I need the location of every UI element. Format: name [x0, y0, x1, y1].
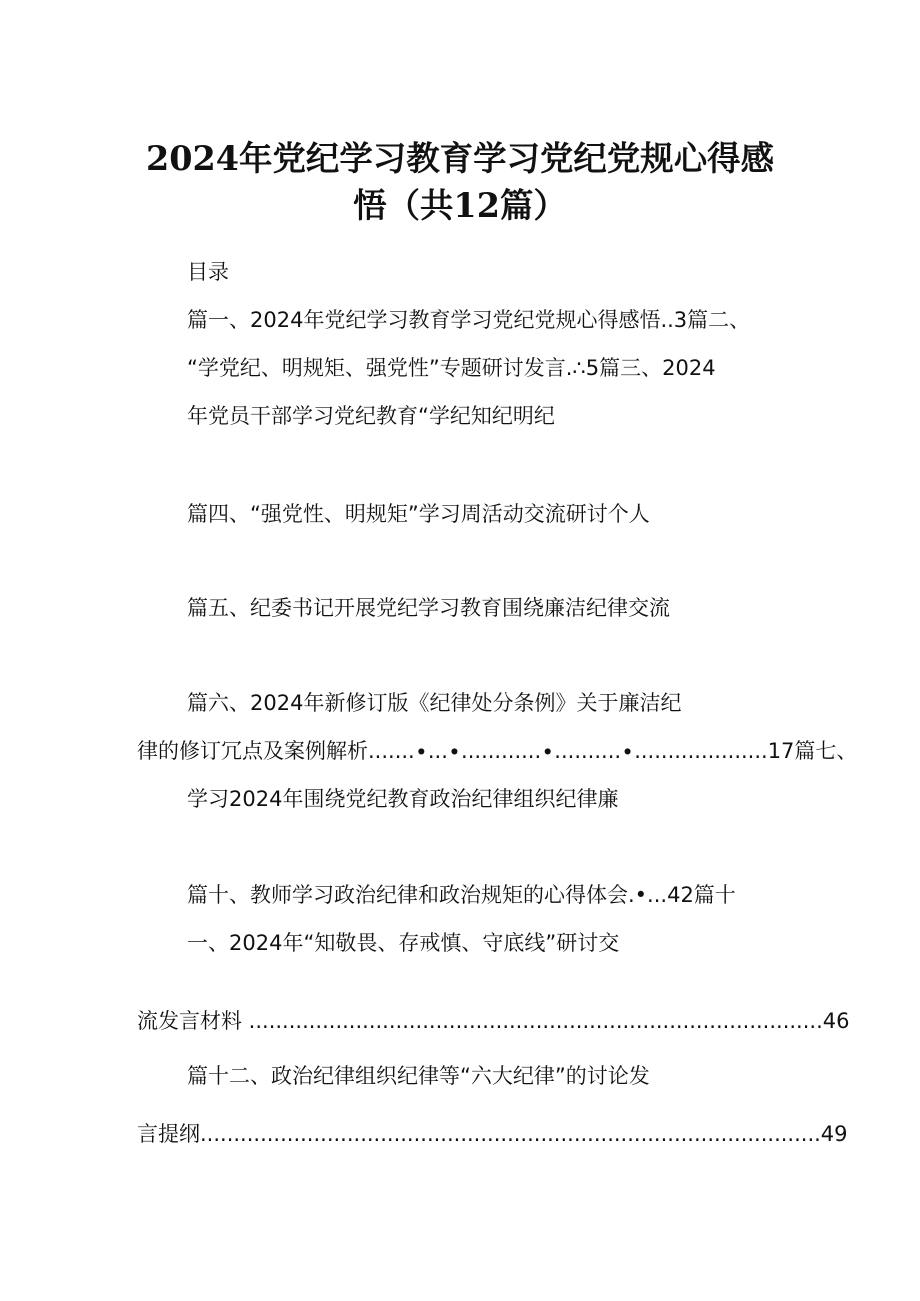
toc-line: 篇一、2024年党纪学习教育学习党纪党规心得感悟..3篇二、 — [187, 308, 751, 332]
toc-line: 年党员干部学习党纪教育“学纪知纪明纪 — [187, 404, 555, 428]
toc-line: 律的修订冗点及案例解析.......∙...∙............∙..........∙....................17篇七、 — [137, 739, 858, 763]
toc-line: 篇六、2024年新修订版《纪律处分条例》关于廉洁纪 — [187, 691, 682, 715]
toc-line: 篇五、纪委书记开展党纪学习教育围绕廉洁纪律交流 — [187, 596, 670, 620]
document-title-line1: 2024年党纪学习教育学习党纪党规心得感 — [145, 139, 775, 178]
toc-line: “学党纪、明规矩、强党性”专题研讨发言.∴5篇三、2024 — [187, 356, 716, 380]
toc-line: 流发言材料 ......................................................................................46 — [137, 1009, 850, 1033]
toc-line: 一、2024年“知敬畏、存戒慎、守底线”研讨交 — [187, 931, 620, 955]
toc-line: 篇十、教师学习政治纪律和政治规矩的心得体会.•...42篇十 — [187, 883, 736, 907]
toc-line: 学习2024年围绕党纪教育政治纪律组织纪律廉 — [187, 787, 619, 811]
toc-line: 篇十二、政治纪律组织纪律等“六大纪律”的讨论发 — [187, 1064, 650, 1088]
toc-heading: 目录 — [187, 260, 229, 284]
document-title-line2: 悟（共12篇） — [353, 186, 567, 225]
toc-line: 篇四、“强党性、明规矩”学习周活动交流研讨个人 — [187, 502, 650, 526]
toc-line: 言提纲.............................................................................................49 — [137, 1122, 848, 1146]
